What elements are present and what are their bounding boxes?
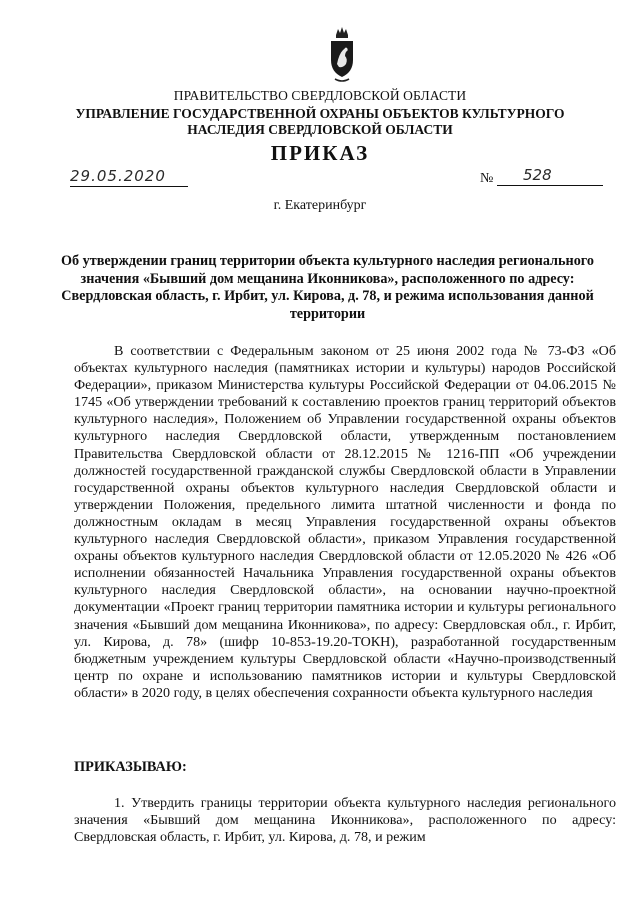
document-type-title: ПРИКАЗ xyxy=(270,141,370,165)
city-line: г. Екатеринбург xyxy=(273,198,367,213)
number-label: № xyxy=(480,171,494,186)
order-subject: Об утверждении границ территории объекта культурного наследия регионального значения «Бывший дом мещанина Иконникова», расположенного по адресу: Свердловская область, г. Ирбит, ул. Кирова, д. 78, и режима использования данной территории xyxy=(61,253,594,322)
sverdlovsk-coat-of-arms-icon xyxy=(327,26,357,84)
order-date: 29.05.2020 xyxy=(70,168,188,187)
order-number: 528 xyxy=(497,166,603,186)
government-name: ПРАВИТЕЛЬСТВО СВЕРДЛОВСКОЙ ОБЛАСТИ xyxy=(173,88,467,103)
preamble-paragraph: В соответствии с Федеральным законом от 25 июня 2002 года № 73-ФЗ «Об объектах культурного наследия (памятниках истории и культуры) народов Российской Федерации», приказом Министерства культуры Российской Федерации от 04.06.2015 № 1745 «Об утверждении требований к составлению проектов границ территорий объектов культурного наследия», Положением об Управлении государственной охраны объектов культурного наследия Свердловской области, утвержденным постановлением Правительства Свердловской области от 28.12.2015 № 1216-ПП «Об учреждении должностей государственной гражданской службы Свердловской области в Управлении государственной охраны объектов культурного наследия Свердловской области и утверждении Положения, предельного лимита штатной численности и фонда по должностным окладам в месяц Управления государственной охраны объектов культурного наследия Свердловской области», приказом Управления государственной охраны объектов культурного наследия Свердловской области от 12.05.2020 № 426 «Об исполнении обязанностей Начальника Управления государственной охраны объектов культурного наследия Свердловской области», на основании научно-проектной документации «Проект границ территории памятника истории и культуры регионального значения «Бывший дом мещанина Иконникова», по адресу: Свердловская обл., г. Ирбит, ул. Кирова, д. 78» (шифр 10-853-19.20-ТОКН), разработанной государственным бюджетным учреждением культуры Свердловской области «Научно-производственный центр по охране и использованию памятников истории и культуры Свердловской области» в 2020 году, в целях обеспечения сохранности объекта культурного наследия xyxy=(74,343,616,701)
order-item-1: 1. Утвердить границы территории объекта культурного наследия регионального значения «Бывший дом мещанина Иконникова», расположенного по адресу: Свердловская область, г. Ирбит, ул. Кирова, д. 78, и режим xyxy=(74,795,616,846)
department-name: УПРАВЛЕНИЕ ГОСУДАРСТВЕННОЙ ОХРАНЫ ОБЪЕКТОВ КУЛЬТУРНОГО НАСЛЕДИЯ СВЕРДЛОВСКОЙ ОБЛАСТИ xyxy=(75,106,565,137)
order-directive-heading: ПРИКАЗЫВАЮ: xyxy=(74,759,187,775)
